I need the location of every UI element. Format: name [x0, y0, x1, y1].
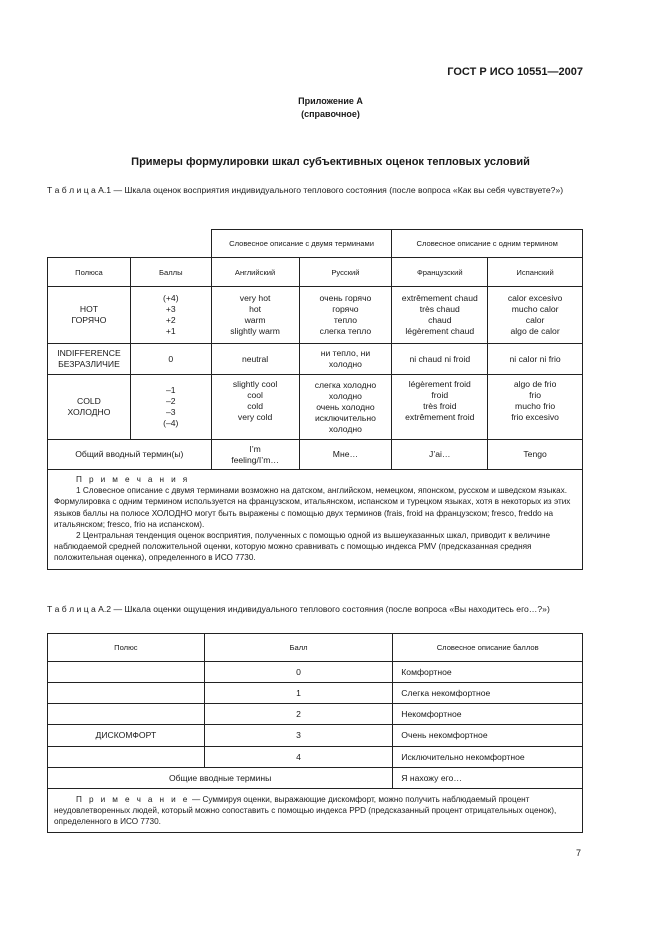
page-number: 7	[575, 848, 581, 858]
table-row	[48, 287, 583, 344]
score-cell: 2	[204, 704, 393, 725]
table-row	[48, 683, 583, 704]
table1-group-one-term: Словесное описание с одним термином	[392, 230, 583, 258]
intro-terms-label: Общие вводные термины	[48, 768, 393, 789]
score-cell: (+4) +3 +2 +1	[130, 287, 211, 344]
table1-col-score: Баллы	[130, 258, 211, 287]
table-a2	[47, 633, 583, 833]
table1-empty-corner	[48, 230, 212, 258]
table2-note	[48, 789, 583, 833]
spanish-cell: calor excesivo mucho calor calor algo de calor	[488, 287, 583, 344]
french-cell: ni chaud ni froid	[392, 344, 488, 375]
table1-caption-text: — Шкала оценок восприятия индивидуального теплового состояния (после вопроса «Как вы себя чувствуете?»)	[111, 185, 564, 195]
table2-caption-label: Т а б л и ц а А.2	[47, 604, 112, 614]
score-cell: 1	[204, 683, 393, 704]
table2-col-pole: Полюс	[48, 634, 205, 662]
table2-caption	[47, 603, 583, 616]
description-cell: Слегка некомфортное	[393, 683, 583, 704]
english-cell: neutral	[211, 344, 299, 375]
english-cell: very hot hot warm slightly warm	[211, 287, 299, 344]
description-cell: Некомфортное	[393, 704, 583, 725]
table1-col-russian: Русский	[299, 258, 392, 287]
note-label: П р и м е ч а н и е	[76, 795, 190, 804]
pole-cell	[48, 683, 205, 704]
table-row	[48, 768, 583, 789]
intro-terms-value: Я нахожу его…	[393, 768, 583, 789]
table1-col-english: Английский	[211, 258, 299, 287]
english-cell: I’m feeling/I’m…	[211, 440, 299, 470]
table-row	[48, 662, 583, 683]
table-a1	[47, 229, 583, 570]
russian-cell: ни тепло, ни холодно	[299, 344, 392, 375]
table2-caption-text: — Шкала оценки ощущения индивидуального теплового состояния (после вопроса «Вы находитесь его…?»)	[111, 604, 550, 614]
note-text: — Суммируя оценки, выражающие дискомфорт, можно получить наблюдаемый процент неудовлетворенных людей, который можно сопоставить с помощью индекса PPD (предсказанный процент отрицательных оценок), определенного в ИСО 7730.	[54, 795, 557, 827]
table1-group-two-terms: Словесное описание с двумя терминами	[211, 230, 392, 258]
table-row	[48, 704, 583, 725]
table-row	[48, 725, 583, 747]
spanish-cell: algo de frio frio mucho frio frio excesivo	[488, 375, 583, 440]
appendix-title: Приложение А	[298, 96, 363, 106]
score-cell: 0	[204, 662, 393, 683]
table1-col-pole: Полюса	[48, 258, 131, 287]
appendix-subtitle: (справочное)	[301, 109, 360, 119]
table-row	[48, 344, 583, 375]
table-row	[48, 747, 583, 768]
french-cell: J’ai…	[392, 440, 488, 470]
note-2: 2 Центральная тенденция оценок восприятия, полученных с помощью одной из вышеуказанных шкал, приводит к величине наблюдаемой средней положительной оценки, которую можно сравнивать с помощью индекса PMV (предсказанная средняя положительная оценка), определенного в ИСО 7730.	[54, 531, 551, 563]
table-row	[48, 375, 583, 440]
pole-cell: ДИСКОМФОРТ	[48, 725, 205, 747]
russian-cell: Мне…	[299, 440, 392, 470]
pole-cell: COLD ХОЛОДНО	[48, 375, 131, 440]
pole-cell: HOT ГОРЯЧО	[48, 287, 131, 344]
spanish-cell: ni calor ni frio	[488, 344, 583, 375]
french-cell: extrêmement chaud très chaud chaud légèrement chaud	[392, 287, 488, 344]
intro-term-label: Общий вводный термин(ы)	[48, 440, 212, 470]
pole-cell	[48, 704, 205, 725]
notes-title: П р и м е ч а н и я	[76, 475, 190, 484]
table2-col-score: Балл	[204, 634, 393, 662]
french-cell: légèrement froid froid très froid extrêmement froid	[392, 375, 488, 440]
standard-number: ГОСТ Р ИСО 10551—2007	[447, 66, 583, 78]
table2-col-description: Словесное описание баллов	[393, 634, 583, 662]
table1-col-spanish: Испанский	[488, 258, 583, 287]
description-cell: Исключительно некомфортное	[393, 747, 583, 768]
score-cell: 3	[204, 725, 393, 747]
pole-cell: INDIFFERENCE БЕЗРАЗЛИЧИЕ	[48, 344, 131, 375]
description-cell: Очень некомфортное	[393, 725, 583, 747]
score-cell: 4	[204, 747, 393, 768]
score-cell: –1 –2 –3 (–4)	[130, 375, 211, 440]
table1-col-french: Французский	[392, 258, 488, 287]
spanish-cell: Tengo	[488, 440, 583, 470]
description-cell: Комфортное	[393, 662, 583, 683]
pole-cell	[48, 662, 205, 683]
russian-cell: слегка холодно холодно очень холодно исключительно холодно	[299, 375, 392, 440]
note-1: 1 Словесное описание с двумя терминами возможно на датском, английском, немецком, японском, русском и шведском языках. Формулировка с одним термином используется на французском, итальянском, испанском и турецком языках, хотя в некоторых из этих языков баллы на полюсе ХОЛОДНО могут быть выражены с помощью двух терминов (frais, froid на французском; fresco, freddo на итальянском; fresco, frio на испанском).	[54, 486, 571, 529]
score-cell: 0	[130, 344, 211, 375]
russian-cell: очень горячо горячо тепло слегка тепло	[299, 287, 392, 344]
table-row	[48, 440, 583, 470]
table1-caption-label: Т а б л и ц а А.1	[47, 185, 112, 195]
section-title: Примеры формулировки шкал субъективных оценок тепловых условий	[131, 156, 530, 168]
table1-notes	[48, 470, 583, 570]
english-cell: slightly cool cool cold very cold	[211, 375, 299, 440]
pole-cell	[48, 747, 205, 768]
table1-caption	[47, 184, 583, 197]
